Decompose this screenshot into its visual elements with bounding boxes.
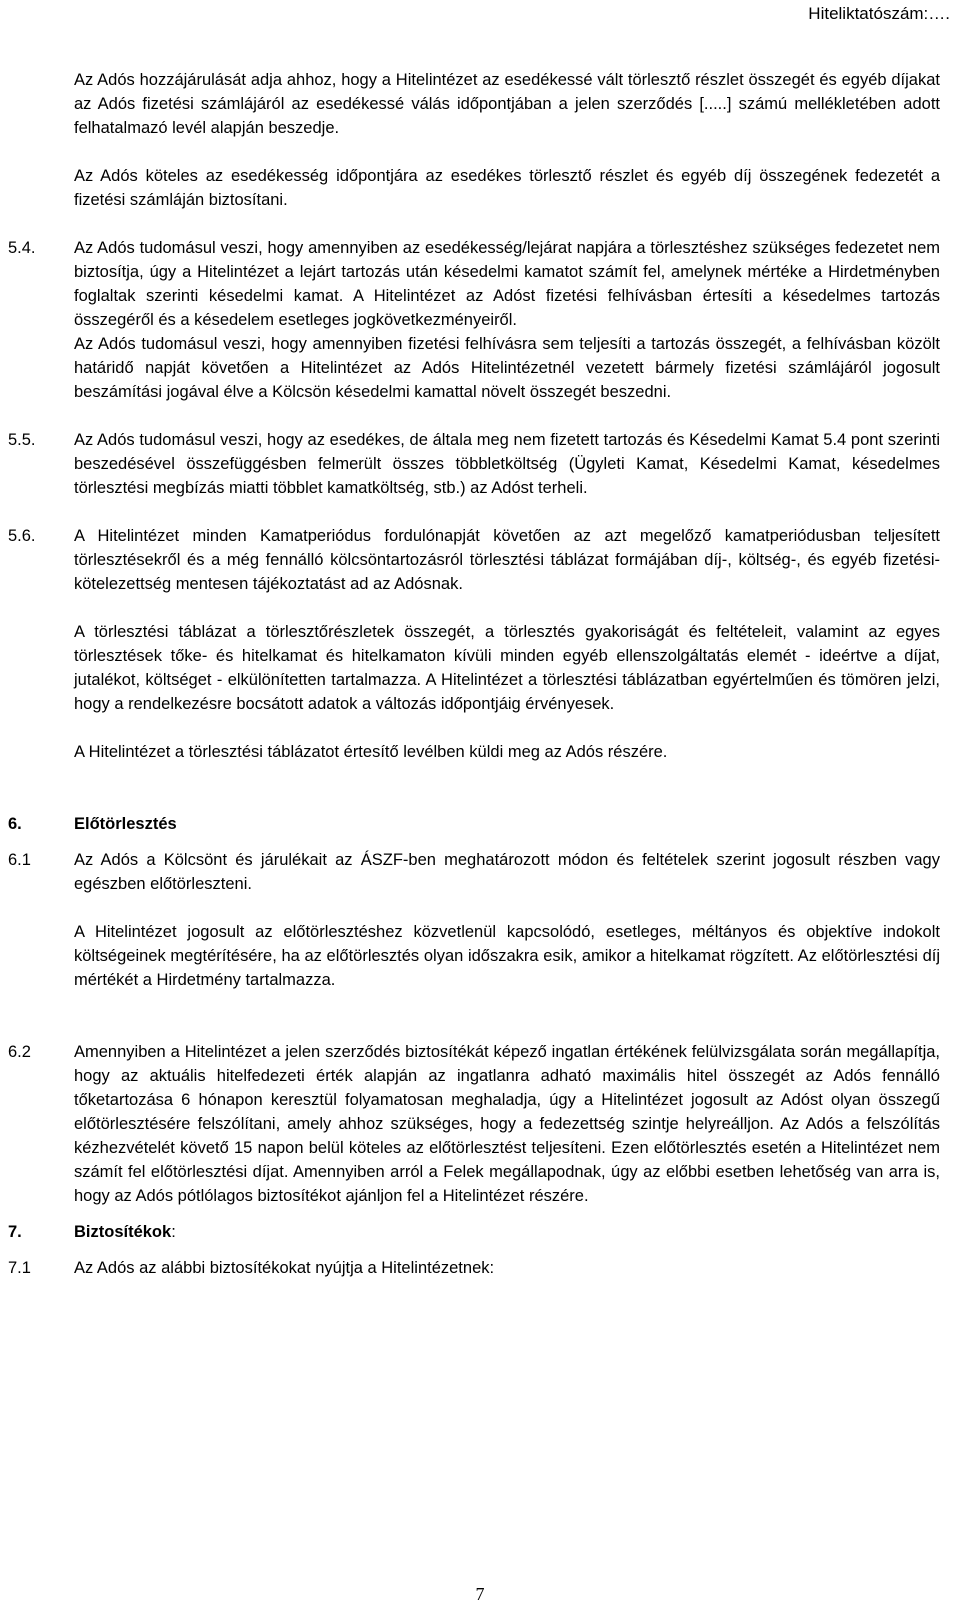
section-number: 6.2	[8, 1043, 31, 1061]
paragraph-text: A Hitelintézet a törlesztési táblázatot értesítő levélben küldi meg az Adós részére.	[74, 743, 668, 761]
section-6-1	[0, 848, 960, 896]
section-7-heading	[0, 1220, 960, 1244]
section-number: 6.1	[8, 851, 31, 869]
section-heading: Előtörlesztés	[74, 815, 177, 833]
page-number: 7	[475, 1584, 485, 1604]
paragraph-set-off-right	[0, 332, 960, 404]
section-5-4	[0, 236, 960, 332]
paragraph-notice-letter	[0, 740, 960, 764]
section-5-6	[0, 524, 960, 596]
section-number: 6.	[8, 815, 22, 833]
section-number: 5.5.	[8, 431, 36, 449]
section-number: 7.	[8, 1223, 22, 1241]
loan-reference-header: Hiteliktatószám:….	[808, 4, 950, 23]
paragraph-prepayment-costs	[0, 920, 960, 992]
paragraph-text: Az Adós tudomásul veszi, hogy az esedékes, de általa meg nem fizetett tartozás és Késedelmi Kamat 5.4 pont szerinti beszedésével összefüggésben felmerült összes többletköltség (Ügyleti Kamat, Késedelmi Kamat, késedelmes törlesztési megbízás miatti többlet kamatköltség, stb.) az Adóst terheli.	[74, 431, 940, 497]
paragraph-text: Amennyiben a Hitelintézet a jelen szerződés biztosítékát képező ingatlan értékének felülvizsgálata során megállapítja, hogy az aktuális hitelfedezeti érték alapján az ingatlanra adható maximális hitel összegét az Adós fennálló tőketartozása 6 hónapon keresztül folyamatosan meghaladja, úgy a Hitelintézet jogosult az Adóst olyan összegű előtörlesztésére felszólítani, amely ahhoz szükséges, hogy a fedezettség szintje helyreálljon. Az Adós a felszólítás kézhezvételét követő 15 napon belül köteles az előtörlesztést teljesíteni. Ezen előtörlesztés esetén a Hitelintézet nem számít fel előtörlesztési díjat. Amennyiben arról a Felek megállapodnak, úgy az előbbi esetben lehetőség van arra is, hogy az Adós pótlólagos biztosítékot ajánljon fel a Hitelintézet részére.	[74, 1043, 940, 1205]
paragraph-direct-debit-consent	[0, 68, 960, 140]
section-number: 7.1	[8, 1259, 31, 1277]
paragraph-text: A Hitelintézet minden Kamatperiódus fordulónapját követően az azt megelőző kamatperiódusban teljesített törlesztésekről és a még fennálló kölcsöntartozásról törlesztési táblázat formájában díj-, költség-, és egyéb fizetési-kötelezettség mentesen tájékoztatást ad az Adósnak.	[74, 527, 940, 593]
paragraph-text: Az Adós a Kölcsönt és járulékait az ÁSZF-ben meghatározott módon és feltételek szerint jogosult részben vagy egészben előtörleszteni.	[74, 851, 940, 893]
section-heading	[74, 1220, 940, 1244]
paragraph-text: Az Adós köteles az esedékesség időpontjára az esedékes törlesztő részlet és egyéb díj összegének fedezetét a fizetési számláján biztosítani.	[74, 167, 940, 209]
paragraph-coverage-obligation	[0, 164, 960, 212]
document-body	[0, 68, 960, 1280]
paragraph-text: Az Adós hozzájárulását adja ahhoz, hogy a Hitelintézet az esedékessé vált törlesztő részlet összegét és egyéb díjakat az Adós fizetési számlájáról az esedékessé válás időpontjában a jelen szerződés [.....] számú mellékletében adott felhatalmazó levél alapján beszedje.	[74, 71, 940, 137]
paragraph-text: A Hitelintézet jogosult az előtörlesztéshez közvetlenül kapcsolódó, esetleges, méltányos és objektíve indokolt költségeinek megtérítésére, ha az előtörlesztés olyan időszakra esik, amikor a hitelkamat rögzített. Az előtörlesztési díj mértékét a Hirdetmény tartalmazza.	[74, 923, 940, 989]
paragraph-text: Az Adós az alábbi biztosítékokat nyújtja a Hitelintézetnek:	[74, 1259, 495, 1277]
paragraph-text: A törlesztési táblázat a törlesztőrészletek összegét, a törlesztés gyakoriságát és feltételeit, valamint az egyes törlesztések tőke- és hitelkamat és hitelkamaton kívüli minden egyéb ellenszolgáltatás elemét - ideértve a díjat, jutalékot, költséget - elkülönítetten tartalmazza. A Hitelintézet a törlesztési táblázatban egyértelműen és tömören jelzi, hogy a rendelkezésre bocsátott adatok a változás időpontjáig érvényesek.	[74, 623, 940, 713]
section-number: 5.4.	[8, 239, 36, 257]
paragraph-repayment-table	[0, 620, 960, 716]
section-heading-title: Biztosítékok	[74, 1223, 172, 1241]
paragraph-text: Az Adós tudomásul veszi, hogy amennyiben fizetési felhívásra sem teljesíti a tartozás összegét, a felhívásban közölt határidő napját követően a Hitelintézet az Adós Hitelintézetnél vezetett bármely fizetési számlájáról jogosult beszámítási jogával élve a Kölcsön késedelmi kamattal növelt összegét beszedni.	[74, 335, 940, 401]
paragraph-text: Az Adós tudomásul veszi, hogy amennyiben az esedékesség/lejárat napjára a törlesztéshez szükséges fedezetet nem biztosítja, úgy a Hitelintézet a lejárt tartozás után késedelmi kamatot számít fel, amelynek mértéke a Hirdetményben foglaltak szerinti késedelmi kamat. A Hitelintézet az Adóst fizetési felhívásban értesíti a késedelmes tartozás összegéről és a késedelem esetleges jogkövetkezményeiről.	[74, 239, 940, 329]
section-number: 5.6.	[8, 527, 36, 545]
section-6-2	[0, 1040, 960, 1208]
section-heading-colon: :	[171, 1223, 176, 1241]
section-6-heading	[0, 812, 960, 836]
section-5-5	[0, 428, 960, 500]
section-7-1	[0, 1256, 960, 1280]
